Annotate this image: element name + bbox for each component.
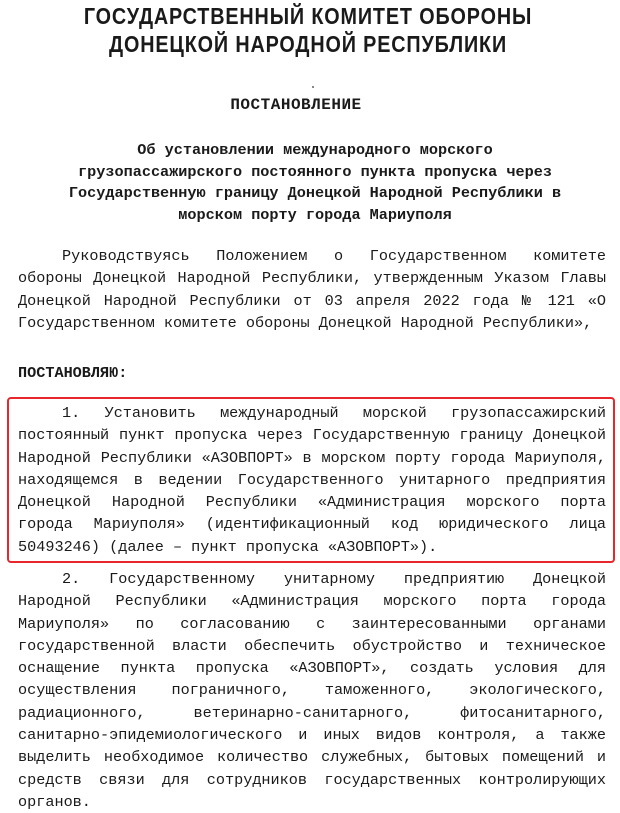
- subtitle-line-4: морском порту города Мариуполя: [178, 205, 452, 224]
- subtitle-line-1: Об установлении международного морского: [137, 141, 493, 159]
- subtitle-line-3: Государственную границу Донецкой Народной Республики в: [68, 184, 562, 202]
- subtitle-line-2: грузопассажирского постоянного пункта пропуска через: [78, 162, 552, 181]
- preamble-paragraph: Руководствуясь Положением о Государственном комитете обороны Донецкой Народной Республики, утвержденным Указом Главы Донецкой Народной Республики от 03 апреля 2022 года № 121 «О Государственном комитете обороны Донецкой Народной Республики»,: [18, 247, 606, 332]
- clause-2: 2. Государственному унитарному предприятию Донецкой Народной Республики «Администрация морского порта города Мариуполя» по согласованию с заинтересованными органами государственной власти обеспечить обустройство и техническое оснащение пункта пропуска «АЗОВПОРТ», создать условия для осуществления пограничного, таможенного, экологического, радиационного, ветеринарно-санитарного, фитосанитарного, санитарно-эпидемиологического и иных видов контроля, а также выделить необходимое количество служебных, бытовых помещений и средств связи для сотрудников государственных контролирующих органов.: [18, 570, 606, 811]
- issuing-authority: [41, 2, 574, 58]
- document-type-title: ПОСТАНОВЛЕНИЕ: [230, 96, 362, 114]
- document-subtitle: [30, 140, 600, 226]
- authority-line-2: ДОНЕЦКОЙ НАРОДНОЙ РЕСПУБЛИКИ: [109, 31, 508, 57]
- scan-speck: [312, 86, 314, 88]
- clause-1: 1. Установить международный морской грузопассажирский постоянный пункт пропуска через Государственную границу Донецкой Народной Республики «АЗОВПОРТ» в морском порту города Мариуполя, находящемся в ведении Государственного унитарного предприятия Донецкой Народной Республики «Администрация морского порта города Мариуполя» (идентификационный код юридического лица 50493246) (далее – пункт пропуска «АЗОВПОРТ»).: [18, 404, 606, 556]
- resolve-heading: ПОСТАНОВЛЯЮ:: [18, 364, 128, 382]
- authority-line-1: ГОСУДАРСТВЕННЫЙ КОМИТЕТ ОБОРОНЫ: [83, 3, 533, 29]
